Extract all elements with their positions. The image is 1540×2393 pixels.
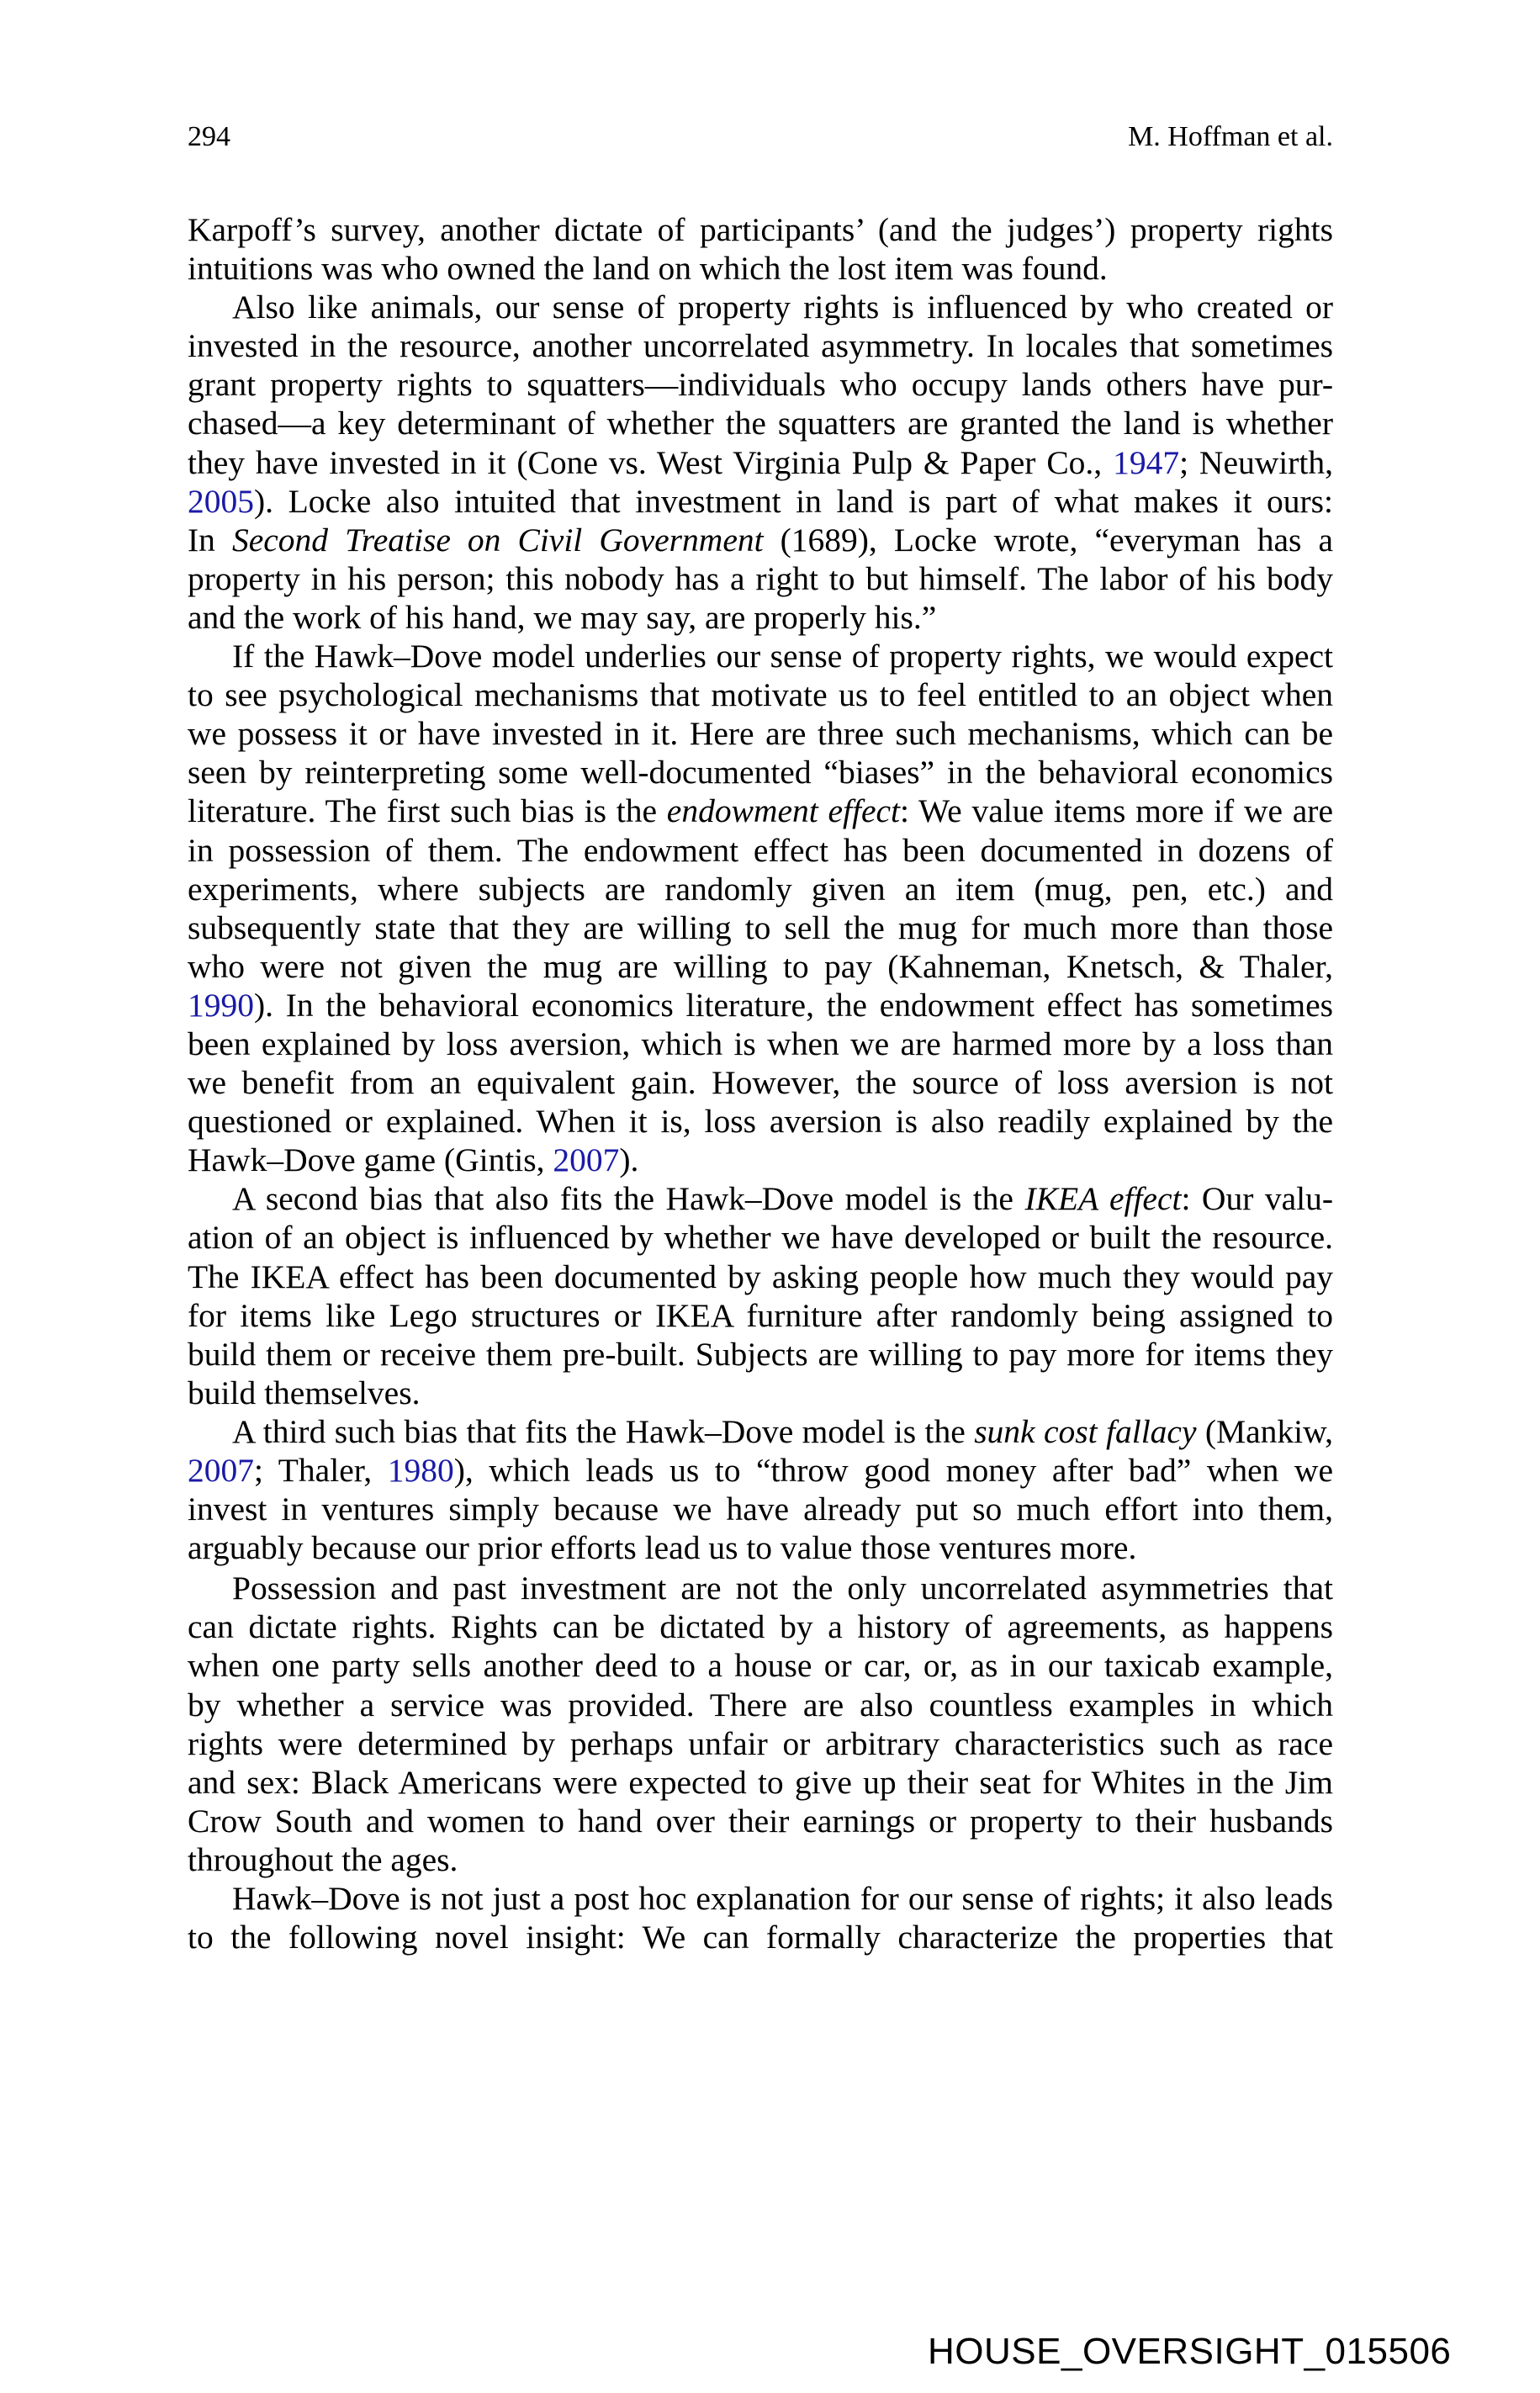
text-line: Possession and past investment are not the only uncorrelated asymmetries that xyxy=(232,1570,1333,1607)
body-text xyxy=(188,210,1333,1956)
text-line: arguably because our prior efforts lead us to value those ventures more. xyxy=(188,1529,1137,1567)
text-line: Karpoff’s survey, another dictate of participants’ (and the judges’) property rights xyxy=(188,211,1333,248)
text-line: literature. The first such bias is the endowment effect: We value items more if we are xyxy=(188,792,1333,830)
text-line: experiments, where subjects are randomly given an item (mug, pen, etc.) and xyxy=(188,870,1333,908)
text-line: we benefit from an equivalent gain. However, the source of loss aversion is not xyxy=(188,1064,1333,1102)
text-line: by whether a service was provided. There are also countless examples in which xyxy=(188,1686,1333,1723)
text-line: A second bias that also fits the Hawk–Dove model is the IKEA effect: Our valu- xyxy=(232,1180,1333,1218)
citation-link[interactable]: 2007 xyxy=(553,1141,620,1179)
text-line: 2007; Thaler, 1980), which leads us to “throw good money after bad” when we xyxy=(188,1452,1333,1489)
text-line: and the work of his hand, we may say, are properly his.” xyxy=(188,598,937,636)
text-line: we possess it or have invested in it. Here are three such mechanisms, which can be xyxy=(188,715,1333,753)
citation-link[interactable]: 1990 xyxy=(188,986,254,1024)
running-author: M. Hoffman et al. xyxy=(1128,121,1333,152)
text-line: when one party sells another deed to a house or car, or, as in our taxicab example, xyxy=(188,1647,1333,1685)
text-line: rights were determined by perhaps unfair or arbitrary characteristics such as race xyxy=(188,1724,1333,1762)
citation-link[interactable]: 2005 xyxy=(188,482,254,520)
text-line: and sex: Black Americans were expected to give up their seat for Whites in the Jim xyxy=(188,1763,1333,1801)
paragraph xyxy=(188,637,1333,1179)
paragraph xyxy=(188,1569,1333,1879)
text-line: who were not given the mug are willing to pay (Kahneman, Knetsch, & Thaler, xyxy=(188,947,1333,985)
paragraph xyxy=(188,1879,1333,1956)
page-number: 294 xyxy=(188,121,230,152)
text-line: for items like Lego structures or IKEA furniture after randomly being assigned to xyxy=(188,1296,1333,1334)
text-line: Hawk–Dove is not just a post hoc explanation for our sense of rights; it also leads xyxy=(232,1880,1333,1918)
text-line: throughout the ages. xyxy=(188,1840,458,1878)
text-line: build themselves. xyxy=(188,1374,421,1411)
citation-link[interactable]: 1980 xyxy=(387,1452,454,1489)
text-line: grant property rights to squatters—individuals who occupy lands others have pur- xyxy=(188,366,1333,404)
text-line: invested in the resource, another uncorrelated asymmetry. In locales that sometimes xyxy=(188,327,1333,365)
text-line: The IKEA effect has been documented by asking people how much they would pay xyxy=(188,1257,1333,1295)
text-line: 1990). In the behavioral economics literature, the endowment effect has sometimes xyxy=(188,986,1333,1024)
text-line: In Second Treatise on Civil Government (1689), Locke wrote, “everyman has a xyxy=(188,521,1333,559)
text-line: invest in ventures simply because we have already put so much effort into them, xyxy=(188,1490,1333,1528)
text-line: been explained by loss aversion, which is when we are harmed more by a loss than xyxy=(188,1024,1333,1062)
text-line: Also like animals, our sense of property rights is influenced by who created or xyxy=(232,289,1333,326)
text-line: If the Hawk–Dove model underlies our sense of property rights, we would expect xyxy=(232,638,1333,675)
paragraph xyxy=(188,1179,1333,1412)
text-line: Crow South and women to hand over their earnings or property to their husbands xyxy=(188,1802,1333,1840)
italic-term: Second Treatise on Civil Government xyxy=(231,521,764,559)
citation-link[interactable]: 1947 xyxy=(1113,443,1180,481)
italic-term: endowment effect xyxy=(666,792,900,830)
text-line: Hawk–Dove game (Gintis, 2007). xyxy=(188,1141,639,1179)
text-line: to see psychological mechanisms that motivate us to feel entitled to an object when xyxy=(188,676,1333,714)
text-line: they have invested in it (Cone vs. West Virginia Pulp & Paper Co., 1947; Neuwirth, xyxy=(188,443,1333,481)
text-line: in possession of them. The endowment effect has been documented in dozens of xyxy=(188,831,1333,869)
text-line: A third such bias that fits the Hawk–Dove model is the sunk cost fallacy (Mankiw, xyxy=(232,1412,1333,1450)
text-line: seen by reinterpreting some well-documented “biases” in the behavioral economics xyxy=(188,754,1333,791)
italic-term: sunk cost fallacy xyxy=(974,1412,1197,1450)
text-line: property in his person; this nobody has a right to but himself. The labor of his body xyxy=(188,559,1333,597)
text-line: build them or receive them pre-built. Subjects are willing to pay more for items they xyxy=(188,1335,1333,1373)
running-header xyxy=(188,118,1333,156)
text-line: questioned or explained. When it is, loss aversion is also readily explained by the xyxy=(188,1103,1333,1141)
text-line: chased—a key determinant of whether the squatters are granted the land is whether xyxy=(188,405,1333,442)
paragraph xyxy=(188,288,1333,637)
text-line: can dictate rights. Rights can be dictated by a history of agreements, as happens xyxy=(188,1608,1333,1646)
citation-link[interactable]: 2007 xyxy=(188,1452,254,1489)
bates-stamp: HOUSE_OVERSIGHT_015506 xyxy=(928,2331,1452,2372)
italic-term: IKEA effect xyxy=(1024,1180,1182,1218)
text-line: 2005). Locke also intuited that investment in land is part of what makes it ours: xyxy=(188,482,1333,520)
text-line: intuitions was who owned the land on which the lost item was found. xyxy=(188,250,1108,288)
paragraph xyxy=(188,210,1333,288)
text-line: subsequently state that they are willing to sell the mug for much more than those xyxy=(188,908,1333,946)
paragraph xyxy=(188,1412,1333,1567)
text-line: to the following novel insight: We can formally characterize the properties that xyxy=(188,1919,1333,1956)
text-line: ation of an object is influenced by whether we have developed or built the resource. xyxy=(188,1219,1333,1257)
